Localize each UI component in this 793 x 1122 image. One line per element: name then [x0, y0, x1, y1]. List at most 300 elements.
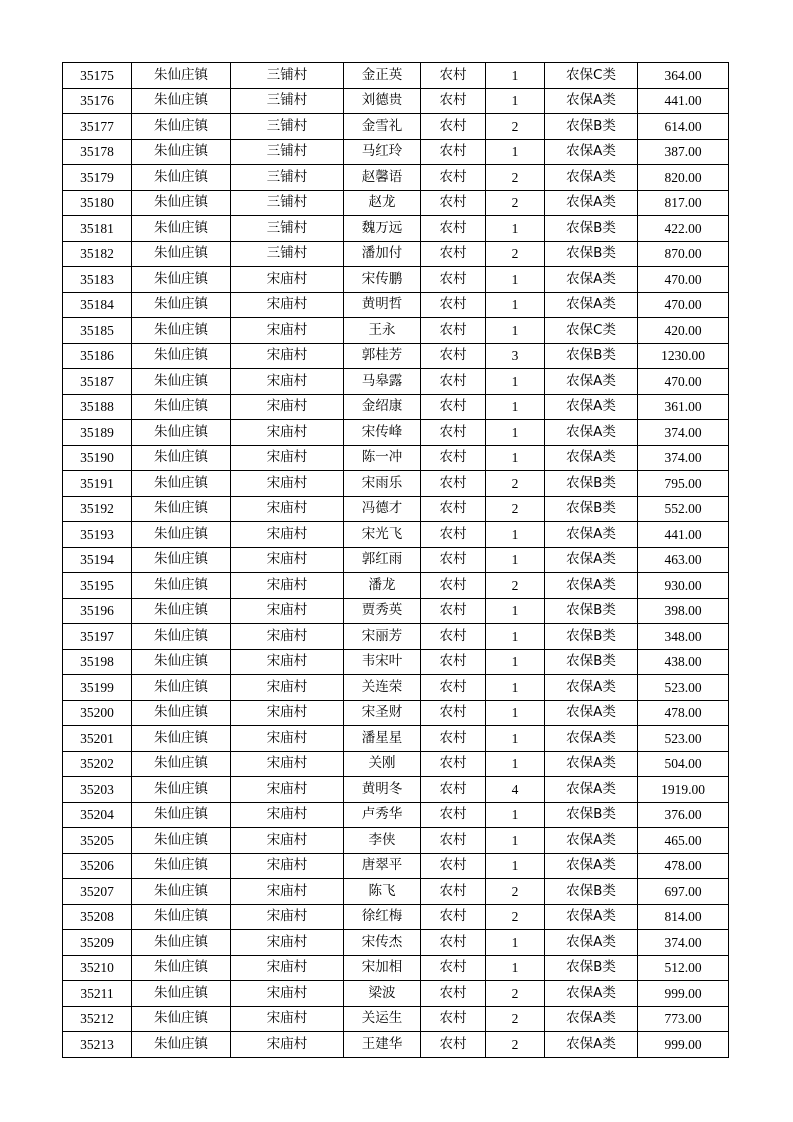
table-row: [63, 445, 729, 471]
cell-count: 1: [486, 88, 545, 114]
cell-town: 朱仙庄镇: [132, 471, 231, 497]
cell-id: 35193: [63, 522, 132, 548]
cell-count: 1: [486, 63, 545, 89]
cell-category: 农保A类: [545, 777, 638, 803]
table-row: [63, 522, 729, 548]
table-row: [63, 1032, 729, 1058]
cell-category: 农保A类: [545, 292, 638, 318]
cell-category: 农保A类: [545, 190, 638, 216]
cell-id: 35201: [63, 726, 132, 752]
cell-household: 农村: [421, 445, 486, 471]
cell-id: 35212: [63, 1006, 132, 1032]
table-row: [63, 241, 729, 267]
cell-name: 韦宋叶: [344, 649, 421, 675]
cell-name: 唐翠平: [344, 853, 421, 879]
cell-name: 王永: [344, 318, 421, 344]
cell-name: 黄明冬: [344, 777, 421, 803]
cell-id: 35185: [63, 318, 132, 344]
cell-count: 2: [486, 1032, 545, 1058]
cell-name: 宋传鹏: [344, 267, 421, 293]
cell-category: 农保A类: [545, 751, 638, 777]
cell-category: 农保B类: [545, 598, 638, 624]
cell-village: 宋庙村: [231, 522, 344, 548]
cell-id: 35206: [63, 853, 132, 879]
cell-town: 朱仙庄镇: [132, 343, 231, 369]
cell-category: 农保A类: [545, 853, 638, 879]
cell-category: 农保B类: [545, 114, 638, 140]
cell-name: 王建华: [344, 1032, 421, 1058]
cell-village: 宋庙村: [231, 624, 344, 650]
cell-count: 1: [486, 445, 545, 471]
cell-category: 农保A类: [545, 1006, 638, 1032]
cell-name: 陈一冲: [344, 445, 421, 471]
cell-village: 三铺村: [231, 165, 344, 191]
cell-amount: 523.00: [638, 675, 729, 701]
cell-household: 农村: [421, 853, 486, 879]
cell-category: 农保A类: [545, 547, 638, 573]
table-row: [63, 598, 729, 624]
cell-id: 35182: [63, 241, 132, 267]
cell-count: 1: [486, 369, 545, 395]
cell-village: 宋庙村: [231, 369, 344, 395]
cell-name: 郭桂芳: [344, 343, 421, 369]
table-row: [63, 930, 729, 956]
cell-village: 宋庙村: [231, 573, 344, 599]
cell-household: 农村: [421, 675, 486, 701]
cell-household: 农村: [421, 471, 486, 497]
cell-id: 35196: [63, 598, 132, 624]
table-row: [63, 318, 729, 344]
cell-name: 关连荣: [344, 675, 421, 701]
cell-village: 宋庙村: [231, 394, 344, 420]
cell-name: 徐红梅: [344, 904, 421, 930]
cell-village: 宋庙村: [231, 879, 344, 905]
cell-town: 朱仙庄镇: [132, 955, 231, 981]
cell-name: 贾秀英: [344, 598, 421, 624]
cell-village: 宋庙村: [231, 955, 344, 981]
cell-village: 三铺村: [231, 241, 344, 267]
cell-id: 35179: [63, 165, 132, 191]
cell-id: 35203: [63, 777, 132, 803]
table-row: [63, 649, 729, 675]
cell-name: 金雪礼: [344, 114, 421, 140]
cell-household: 农村: [421, 547, 486, 573]
cell-category: 农保A类: [545, 904, 638, 930]
cell-town: 朱仙庄镇: [132, 190, 231, 216]
cell-town: 朱仙庄镇: [132, 547, 231, 573]
table-row: [63, 904, 729, 930]
cell-name: 郭红雨: [344, 547, 421, 573]
cell-category: 农保A类: [545, 420, 638, 446]
cell-count: 1: [486, 267, 545, 293]
cell-household: 农村: [421, 63, 486, 89]
cell-category: 农保B类: [545, 649, 638, 675]
cell-count: 1: [486, 751, 545, 777]
cell-town: 朱仙庄镇: [132, 139, 231, 165]
cell-amount: 374.00: [638, 420, 729, 446]
cell-count: 1: [486, 802, 545, 828]
cell-household: 农村: [421, 751, 486, 777]
cell-town: 朱仙庄镇: [132, 496, 231, 522]
table-row: [63, 420, 729, 446]
table-row: [63, 190, 729, 216]
cell-village: 宋庙村: [231, 496, 344, 522]
subsidy-table: [62, 62, 729, 1058]
table-row: [63, 700, 729, 726]
cell-count: 2: [486, 573, 545, 599]
cell-amount: 773.00: [638, 1006, 729, 1032]
cell-category: 农保A类: [545, 573, 638, 599]
cell-village: 宋庙村: [231, 1032, 344, 1058]
table-row: [63, 471, 729, 497]
cell-village: 三铺村: [231, 139, 344, 165]
cell-amount: 348.00: [638, 624, 729, 650]
cell-town: 朱仙庄镇: [132, 751, 231, 777]
cell-amount: 1230.00: [638, 343, 729, 369]
cell-household: 农村: [421, 930, 486, 956]
table-row: [63, 496, 729, 522]
cell-amount: 999.00: [638, 1032, 729, 1058]
cell-name: 李侠: [344, 828, 421, 854]
cell-town: 朱仙庄镇: [132, 828, 231, 854]
cell-household: 农村: [421, 190, 486, 216]
table-row: [63, 853, 729, 879]
cell-town: 朱仙庄镇: [132, 802, 231, 828]
cell-village: 三铺村: [231, 216, 344, 242]
table-row: [63, 802, 729, 828]
cell-town: 朱仙庄镇: [132, 598, 231, 624]
cell-category: 农保A类: [545, 700, 638, 726]
cell-count: 1: [486, 394, 545, 420]
cell-id: 35194: [63, 547, 132, 573]
cell-id: 35183: [63, 267, 132, 293]
cell-category: 农保B类: [545, 624, 638, 650]
cell-name: 潘星星: [344, 726, 421, 752]
cell-household: 农村: [421, 139, 486, 165]
table-row: [63, 63, 729, 89]
cell-id: 35192: [63, 496, 132, 522]
cell-town: 朱仙庄镇: [132, 394, 231, 420]
cell-id: 35204: [63, 802, 132, 828]
cell-category: 农保A类: [545, 675, 638, 701]
cell-amount: 697.00: [638, 879, 729, 905]
table-row: [63, 114, 729, 140]
cell-category: 农保B类: [545, 955, 638, 981]
table-row: [63, 573, 729, 599]
cell-category: 农保B类: [545, 879, 638, 905]
table-row: [63, 675, 729, 701]
cell-count: 2: [486, 190, 545, 216]
cell-amount: 374.00: [638, 445, 729, 471]
cell-id: 35213: [63, 1032, 132, 1058]
cell-household: 农村: [421, 369, 486, 395]
table-row: [63, 547, 729, 573]
cell-category: 农保A类: [545, 522, 638, 548]
cell-village: 三铺村: [231, 63, 344, 89]
cell-id: 35210: [63, 955, 132, 981]
cell-amount: 441.00: [638, 522, 729, 548]
cell-count: 1: [486, 700, 545, 726]
cell-village: 宋庙村: [231, 828, 344, 854]
cell-name: 马红玲: [344, 139, 421, 165]
cell-village: 宋庙村: [231, 726, 344, 752]
table-row: [63, 828, 729, 854]
table-row: [63, 981, 729, 1007]
cell-id: 35205: [63, 828, 132, 854]
cell-name: 陈飞: [344, 879, 421, 905]
cell-village: 宋庙村: [231, 292, 344, 318]
cell-amount: 552.00: [638, 496, 729, 522]
cell-count: 2: [486, 241, 545, 267]
cell-id: 35202: [63, 751, 132, 777]
cell-category: 农保A类: [545, 445, 638, 471]
cell-count: 2: [486, 879, 545, 905]
cell-name: 黄明哲: [344, 292, 421, 318]
cell-name: 刘德贵: [344, 88, 421, 114]
cell-village: 宋庙村: [231, 700, 344, 726]
cell-name: 关刚: [344, 751, 421, 777]
cell-name: 宋圣财: [344, 700, 421, 726]
cell-count: 2: [486, 981, 545, 1007]
cell-amount: 438.00: [638, 649, 729, 675]
cell-town: 朱仙庄镇: [132, 981, 231, 1007]
cell-name: 宋传峰: [344, 420, 421, 446]
cell-town: 朱仙庄镇: [132, 216, 231, 242]
cell-household: 农村: [421, 88, 486, 114]
cell-id: 35178: [63, 139, 132, 165]
cell-village: 宋庙村: [231, 343, 344, 369]
cell-count: 2: [486, 165, 545, 191]
cell-town: 朱仙庄镇: [132, 777, 231, 803]
cell-household: 农村: [421, 1032, 486, 1058]
cell-category: 农保B类: [545, 471, 638, 497]
cell-village: 宋庙村: [231, 267, 344, 293]
cell-amount: 374.00: [638, 930, 729, 956]
cell-id: 35186: [63, 343, 132, 369]
table-row: [63, 879, 729, 905]
cell-count: 2: [486, 1006, 545, 1032]
cell-amount: 470.00: [638, 369, 729, 395]
cell-id: 35175: [63, 63, 132, 89]
cell-category: 农保B类: [545, 496, 638, 522]
cell-household: 农村: [421, 981, 486, 1007]
cell-count: 2: [486, 471, 545, 497]
cell-category: 农保C类: [545, 63, 638, 89]
cell-category: 农保A类: [545, 88, 638, 114]
table-row: [63, 394, 729, 420]
cell-town: 朱仙庄镇: [132, 700, 231, 726]
cell-id: 35207: [63, 879, 132, 905]
cell-name: 潘加付: [344, 241, 421, 267]
cell-name: 梁波: [344, 981, 421, 1007]
cell-village: 宋庙村: [231, 904, 344, 930]
cell-count: 3: [486, 343, 545, 369]
cell-village: 宋庙村: [231, 318, 344, 344]
cell-count: 1: [486, 318, 545, 344]
cell-count: 1: [486, 726, 545, 752]
cell-count: 1: [486, 598, 545, 624]
cell-village: 宋庙村: [231, 547, 344, 573]
cell-amount: 470.00: [638, 267, 729, 293]
cell-count: 1: [486, 675, 545, 701]
table-row: [63, 139, 729, 165]
cell-town: 朱仙庄镇: [132, 624, 231, 650]
cell-category: 农保B类: [545, 802, 638, 828]
cell-town: 朱仙庄镇: [132, 63, 231, 89]
cell-amount: 463.00: [638, 547, 729, 573]
cell-town: 朱仙庄镇: [132, 292, 231, 318]
cell-name: 赵龙: [344, 190, 421, 216]
cell-amount: 820.00: [638, 165, 729, 191]
cell-id: 35191: [63, 471, 132, 497]
cell-household: 农村: [421, 267, 486, 293]
cell-village: 宋庙村: [231, 930, 344, 956]
cell-household: 农村: [421, 955, 486, 981]
cell-category: 农保A类: [545, 394, 638, 420]
cell-town: 朱仙庄镇: [132, 445, 231, 471]
cell-name: 宋传杰: [344, 930, 421, 956]
cell-amount: 523.00: [638, 726, 729, 752]
cell-name: 卢秀华: [344, 802, 421, 828]
cell-count: 4: [486, 777, 545, 803]
cell-count: 2: [486, 496, 545, 522]
cell-category: 农保A类: [545, 267, 638, 293]
cell-amount: 387.00: [638, 139, 729, 165]
cell-category: 农保A类: [545, 981, 638, 1007]
cell-count: 1: [486, 292, 545, 318]
cell-household: 农村: [421, 165, 486, 191]
cell-amount: 512.00: [638, 955, 729, 981]
cell-category: 农保A类: [545, 930, 638, 956]
cell-household: 农村: [421, 522, 486, 548]
table-row: [63, 777, 729, 803]
cell-id: 35197: [63, 624, 132, 650]
cell-household: 农村: [421, 573, 486, 599]
cell-town: 朱仙庄镇: [132, 318, 231, 344]
cell-town: 朱仙庄镇: [132, 726, 231, 752]
cell-amount: 814.00: [638, 904, 729, 930]
cell-village: 宋庙村: [231, 675, 344, 701]
cell-amount: 504.00: [638, 751, 729, 777]
cell-village: 宋庙村: [231, 420, 344, 446]
cell-amount: 465.00: [638, 828, 729, 854]
cell-town: 朱仙庄镇: [132, 879, 231, 905]
cell-id: 35198: [63, 649, 132, 675]
cell-category: 农保B类: [545, 216, 638, 242]
cell-town: 朱仙庄镇: [132, 165, 231, 191]
cell-id: 35176: [63, 88, 132, 114]
cell-household: 农村: [421, 598, 486, 624]
cell-name: 宋光飞: [344, 522, 421, 548]
cell-category: 农保A类: [545, 726, 638, 752]
table-row: [63, 88, 729, 114]
cell-id: 35181: [63, 216, 132, 242]
cell-household: 农村: [421, 343, 486, 369]
table-row: [63, 292, 729, 318]
cell-household: 农村: [421, 700, 486, 726]
cell-name: 赵馨语: [344, 165, 421, 191]
cell-name: 潘龙: [344, 573, 421, 599]
cell-amount: 470.00: [638, 292, 729, 318]
cell-town: 朱仙庄镇: [132, 930, 231, 956]
cell-category: 农保A类: [545, 165, 638, 191]
cell-town: 朱仙庄镇: [132, 853, 231, 879]
cell-village: 宋庙村: [231, 853, 344, 879]
cell-count: 1: [486, 547, 545, 573]
cell-category: 农保A类: [545, 1032, 638, 1058]
cell-amount: 795.00: [638, 471, 729, 497]
cell-count: 1: [486, 930, 545, 956]
cell-household: 农村: [421, 828, 486, 854]
cell-count: 2: [486, 114, 545, 140]
cell-town: 朱仙庄镇: [132, 904, 231, 930]
cell-town: 朱仙庄镇: [132, 649, 231, 675]
cell-id: 35200: [63, 700, 132, 726]
cell-household: 农村: [421, 318, 486, 344]
cell-amount: 376.00: [638, 802, 729, 828]
cell-name: 冯德才: [344, 496, 421, 522]
cell-amount: 441.00: [638, 88, 729, 114]
cell-town: 朱仙庄镇: [132, 420, 231, 446]
cell-id: 35188: [63, 394, 132, 420]
cell-household: 农村: [421, 241, 486, 267]
cell-village: 宋庙村: [231, 471, 344, 497]
cell-village: 宋庙村: [231, 445, 344, 471]
cell-name: 关运生: [344, 1006, 421, 1032]
cell-village: 三铺村: [231, 190, 344, 216]
table-row: [63, 343, 729, 369]
cell-count: 1: [486, 216, 545, 242]
cell-name: 金正英: [344, 63, 421, 89]
cell-amount: 478.00: [638, 853, 729, 879]
cell-household: 农村: [421, 802, 486, 828]
cell-household: 农村: [421, 420, 486, 446]
cell-household: 农村: [421, 777, 486, 803]
cell-count: 1: [486, 853, 545, 879]
cell-count: 1: [486, 955, 545, 981]
cell-household: 农村: [421, 292, 486, 318]
cell-household: 农村: [421, 904, 486, 930]
table-row: [63, 267, 729, 293]
cell-town: 朱仙庄镇: [132, 88, 231, 114]
cell-count: 1: [486, 649, 545, 675]
cell-name: 魏万远: [344, 216, 421, 242]
cell-amount: 422.00: [638, 216, 729, 242]
cell-id: 35184: [63, 292, 132, 318]
cell-count: 1: [486, 624, 545, 650]
cell-town: 朱仙庄镇: [132, 369, 231, 395]
cell-amount: 999.00: [638, 981, 729, 1007]
cell-household: 农村: [421, 726, 486, 752]
cell-amount: 614.00: [638, 114, 729, 140]
table-row: [63, 751, 729, 777]
cell-count: 2: [486, 904, 545, 930]
cell-household: 农村: [421, 114, 486, 140]
cell-amount: 1919.00: [638, 777, 729, 803]
cell-name: 金绍康: [344, 394, 421, 420]
cell-town: 朱仙庄镇: [132, 522, 231, 548]
cell-amount: 817.00: [638, 190, 729, 216]
table-row: [63, 369, 729, 395]
cell-amount: 420.00: [638, 318, 729, 344]
cell-category: 农保A类: [545, 139, 638, 165]
cell-id: 35187: [63, 369, 132, 395]
cell-village: 宋庙村: [231, 649, 344, 675]
cell-category: 农保A类: [545, 369, 638, 395]
cell-town: 朱仙庄镇: [132, 573, 231, 599]
table-row: [63, 726, 729, 752]
cell-household: 农村: [421, 879, 486, 905]
